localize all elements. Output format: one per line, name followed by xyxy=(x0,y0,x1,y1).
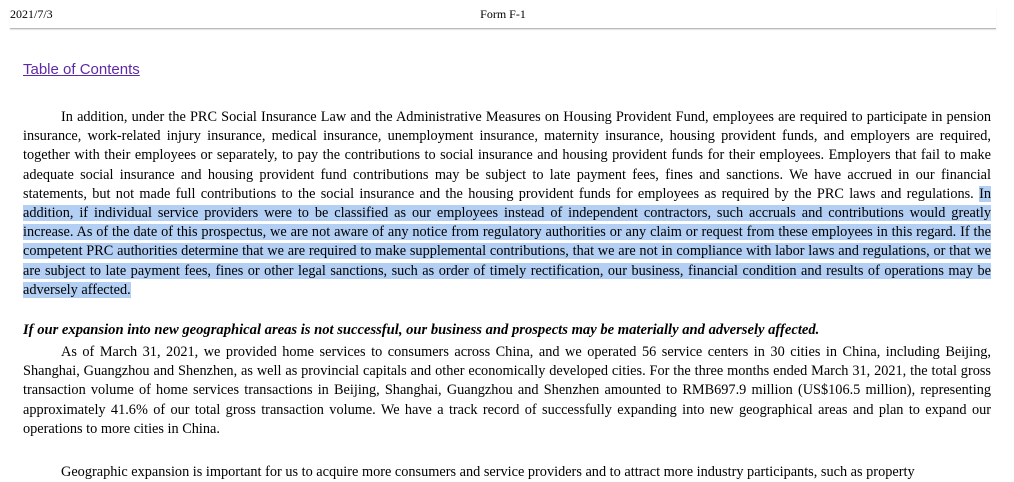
print-date: 2021/7/3 xyxy=(10,7,53,21)
selected-text[interactable]: In addition, if individual service providers were to be classified as our employees instead of independent contractors, such accruals and contributions would greatly increase. As of the date of this prospectus, we are not aware of any notice from regulatory authorities or any claim or request from these employees in this regard. If the competent PRC authorities determine that we are required to make supplemental contributions, that we are not in compliance with labor laws and regulations, or that we are subject to late payment fees, fines or other legal sanctions, such as order of timely rectification, our business, financial condition and results of operations may be adversely affected. xyxy=(23,185,991,298)
print-header xyxy=(10,6,996,29)
table-of-contents-link[interactable]: Table of Contents xyxy=(23,61,140,78)
paragraph-text: In addition, under the PRC Social Insurance Law and the Administrative Measures on Housing Provident Fund, employees are required to participate in pension insurance, work-related injury insurance, medical insurance, unemployment insurance, maternity insurance, housing provident funds, and employers are required, together with their employees or separately, to pay the contributions to social insurance and housing provident funds for their employees. Employers that fail to make adequate social insurance and housing provident fund contributions may be subject to late payment fees, fines and sanctions. We have accrued in our financial statements, but not made full contributions to the social insurance and the housing provident funds for employees as required by the PRC laws and regulations. xyxy=(23,109,991,202)
geographic-expansion-paragraph: Geographic expansion is important for us to acquire more consumers and service providers and to attract more industry participants, such as property xyxy=(61,464,915,481)
risk-factor-heading: If our expansion into new geographical areas is not successful, our business and prospects may be materially and adversely affected. xyxy=(23,322,820,339)
document-body xyxy=(23,108,991,482)
expansion-paragraph: As of March 31, 2021, we provided home services to consumers across China, and we operated 56 service centers in 30 cities in China, including Beijing, Shanghai, Guangzhou and Shenzhen, as well as provincial capitals and other economically developed cities. For the three months ended March 31, 2021, the total gross transaction volume of home services transactions in Beijing, Shanghai, Guangzhou and Shenzhen amounted to RMB697.9 million (US$106.5 million), representing approximately 41.6% of our total gross transaction volume. We have a track record of successfully expanding into new geographical areas and plan to expand our operations to more cities in China. xyxy=(23,344,991,437)
print-title: Form F-1 xyxy=(480,7,526,21)
social-insurance-paragraph xyxy=(23,108,991,300)
